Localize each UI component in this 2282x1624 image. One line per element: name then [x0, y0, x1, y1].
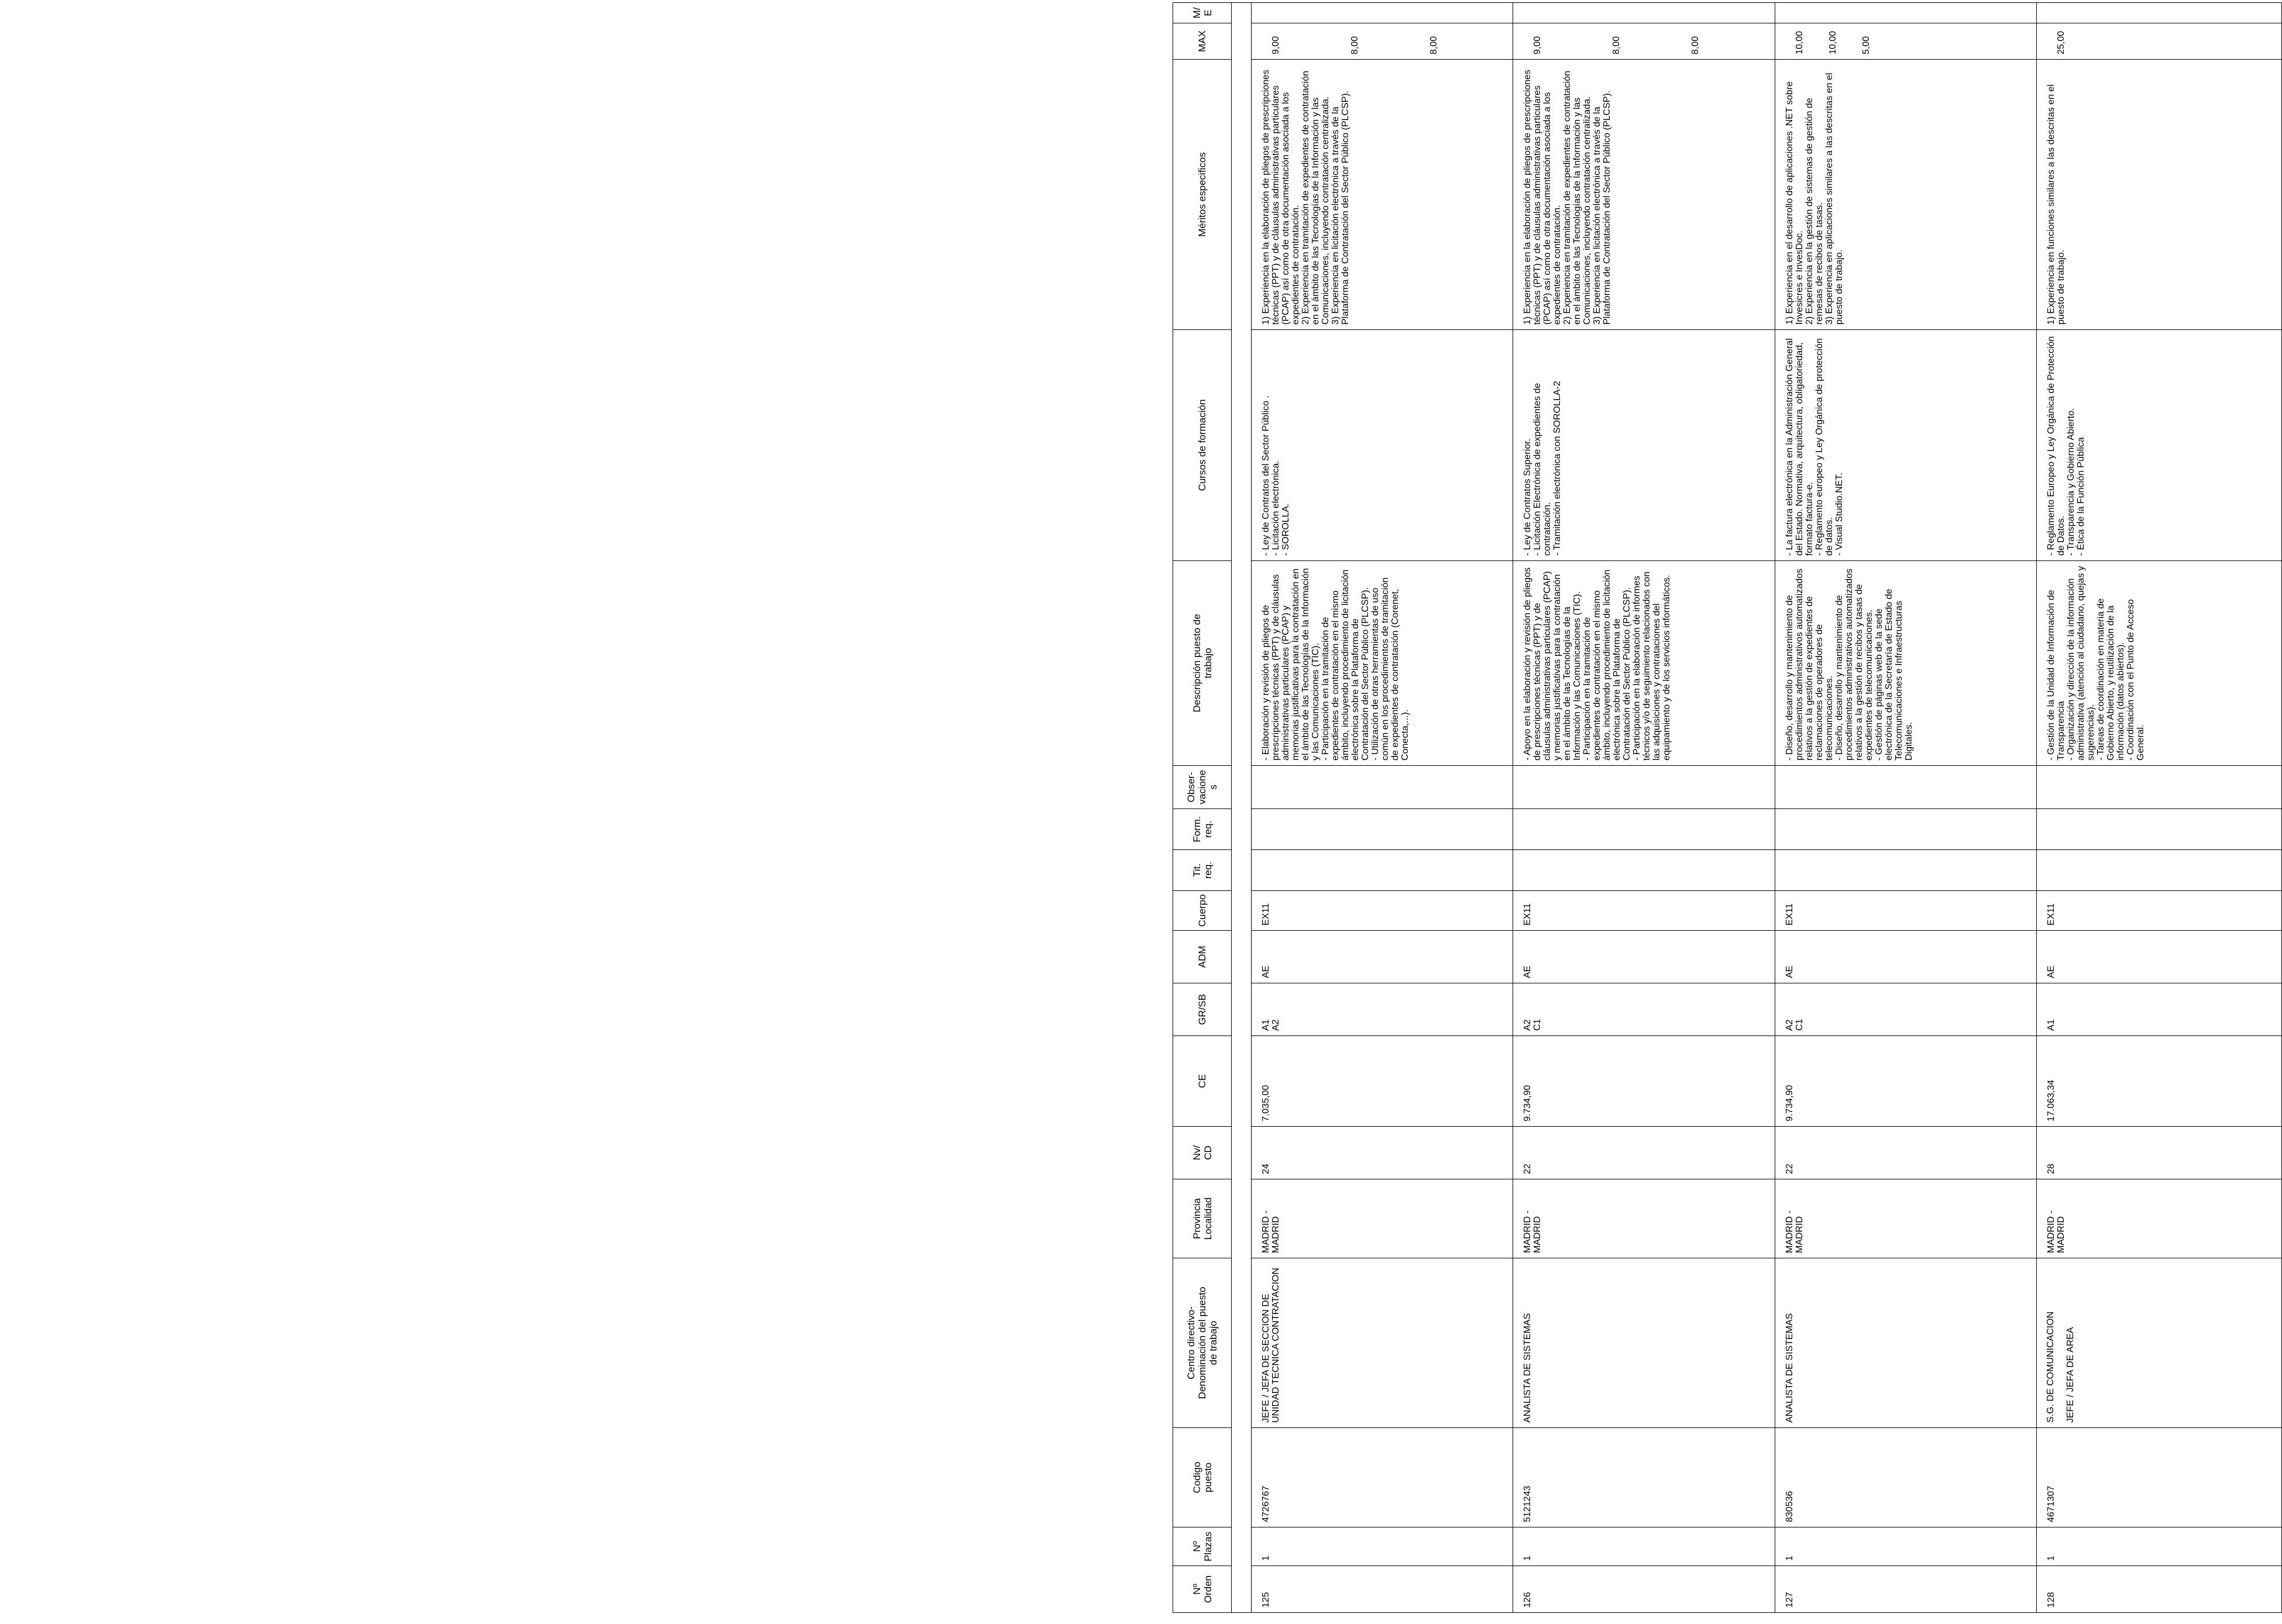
cell-me — [2037, 3, 2282, 23]
cell-formacion — [1251, 809, 1513, 850]
cell-grupo: A2 C1 — [1775, 983, 2036, 1036]
table-header-row — [1173, 3, 1232, 1613]
cell-provincia: MADRID - MADRID — [1251, 1179, 1513, 1258]
cell-grupo: A2 C1 — [1513, 983, 1775, 1036]
cell-plazas: 1 — [1251, 1527, 1513, 1566]
max-value: 10,00 — [1794, 30, 1805, 54]
cell-me — [1251, 3, 1513, 23]
cell-adm: AE — [1775, 931, 2036, 983]
cell-centro: ANALISTA DE SISTEMAS — [1775, 1258, 2036, 1428]
cell-orden: 127 — [1775, 1566, 2036, 1613]
cell-plazas: 1 — [1513, 1527, 1775, 1566]
table-row — [1513, 3, 1775, 1613]
cell-centro: JEFE / JEFA DE SECCION DE UNIDAD TECNICA CONTRATACION — [1251, 1258, 1513, 1428]
cell-titulacion — [1251, 850, 1513, 891]
cell-meritos: 1) Experiencia en el desarrollo de aplicaciones .NET sobre Invesicres e InvesDoc. 2) Experiencia en la gestión de sistemas de gestión de remesas de recibos de tasas. 3) Experiencia en aplicaciones similares a las descritas en el puesto de trabajo. — [1775, 60, 2036, 330]
cell-adm: AE — [1251, 931, 1513, 983]
max-value: 8,00 — [1611, 36, 1622, 54]
cell-titulacion — [1513, 850, 1775, 891]
cell-centro: ANALISTA DE SISTEMAS — [1513, 1258, 1775, 1428]
header-plazas: Nº Plazas — [1173, 1527, 1232, 1566]
header-centro: Centro directivo- Denominación del puesto de trabajo — [1173, 1258, 1232, 1428]
header-cursos: Cursos de formación — [1173, 330, 1232, 561]
cell-descripcion: - Gestión de la Unidad de Información de Transparencia - Organización y dirección de la información administrativa (atención al ciudadano, quejas y sugerencias). - Tareas de coordinación en materia de Gobierno Abierto, y reutilización de la información (datos abiertos). - Coordinación con el Punto de Acceso General. — [2037, 561, 2282, 766]
cell-cuerpo: EX11 — [1513, 891, 1775, 931]
cell-cursos: - Ley de Contratos Superior. - Licitación Electrónica de expedientes de contratación. - Tramitación electrónica con SOROLLA-2 — [1513, 330, 1775, 561]
cell-adm: AE — [2037, 931, 2282, 983]
cell-max — [1251, 23, 1513, 60]
max-value: 5,00 — [1861, 36, 1871, 54]
max-value: 10,00 — [1827, 30, 1838, 54]
cell-cursos: - Reglamento Europeo y Ley Orgánica de Protección de Datos. - Transparencia y Gobierno Abierto. - Ética de la Función Pública — [2037, 330, 2282, 561]
cell-formacion — [2037, 809, 2282, 850]
cell-codigo: 830536 — [1775, 1428, 2036, 1527]
max-value: 25,00 — [2056, 30, 2067, 54]
cell-observaciones — [1251, 766, 1513, 809]
job-positions-table — [1173, 2, 2282, 1613]
max-value: 9,00 — [1270, 36, 1281, 54]
cell-cuerpo: EX11 — [1775, 891, 2036, 931]
header-descripcion: Descripción puesto de trabajo — [1173, 561, 1232, 766]
header-titulacion: Tit. req. — [1173, 850, 1232, 891]
cell-observaciones — [1513, 766, 1775, 809]
header-nivel: Nv/ CD — [1173, 1127, 1232, 1179]
cell-max — [2037, 23, 2282, 60]
header-codigo: Codigo puesto — [1173, 1428, 1232, 1527]
cell-provincia: MADRID - MADRID — [2037, 1179, 2282, 1258]
header-formacion: Form. req. — [1173, 809, 1232, 850]
header-cuerpo: Cuerpo — [1173, 891, 1232, 931]
cell-grupo: A1 A2 — [1251, 983, 1513, 1036]
cell-titulacion — [2037, 850, 2282, 891]
cell-codigo: 4671307 — [2037, 1428, 2282, 1527]
header-observaciones: Obser- vaciones — [1173, 766, 1232, 809]
cell-provincia: MADRID - MADRID — [1513, 1179, 1775, 1258]
cell-cursos: - La factura electrónica en la Administración General del Estado. Normativa, arquitectura, obligatoriedad, formato factura-e. - Reglamento europeo y Ley Orgánica de protección de datos. - Visual Studio.NET. — [1775, 330, 2036, 561]
header-meritos: Méritos especificos — [1173, 60, 1232, 330]
centro-directivo: S.G. DE COMUNICACION — [2046, 1311, 2056, 1423]
cell-ce: 7.035,00 — [1251, 1036, 1513, 1127]
header-max: MAX — [1173, 23, 1232, 60]
cell-me — [1513, 3, 1775, 23]
spacer-row — [1232, 3, 1252, 1613]
centro-puesto: JEFE / JEFA DE AREA — [2066, 1327, 2076, 1423]
cell-formacion — [1775, 809, 2036, 850]
cell-ce: 17.063,34 — [2037, 1036, 2282, 1127]
cell-orden: 125 — [1251, 1566, 1513, 1613]
spacer-cell — [1232, 3, 1252, 1613]
header-adm: ADM — [1173, 931, 1232, 983]
max-value: 8,00 — [1690, 36, 1701, 54]
cell-observaciones — [2037, 766, 2282, 809]
cell-grupo: A1 — [2037, 983, 2282, 1036]
cell-ce: 9.734,90 — [1775, 1036, 2036, 1127]
cell-cuerpo: EX11 — [1251, 891, 1513, 931]
header-orden: Nº Orden — [1173, 1566, 1232, 1613]
header-provincia: Provincia Localidad — [1173, 1179, 1232, 1258]
max-value: 8,00 — [1428, 36, 1439, 54]
cell-plazas: 1 — [2037, 1527, 2282, 1566]
max-value: 9,00 — [1532, 36, 1543, 54]
header-grupo: GR/SB — [1173, 983, 1232, 1036]
cell-descripcion: - Elaboración y revisión de pliegos de prescripciones técnicas (PPT) y de cláusulas administrativas particulares (PCAP) y memorias justificativas para la contratación en el ámbito de las Tecnologías de la Información y las Comunicaciones (TIC). - Participación en la tramitación de expedientes de contratación en el mismo ámbito, incluyendo procedimiento de licitación electrónica sobre la Plataforma de Contratación del Sector Público (PLCSP). - Utilización de otras herramientas de uso común en los procedimientos de tramitación de expedientes de contratación (Corenet, Conecta,...). — [1251, 561, 1513, 766]
cell-titulacion — [1775, 850, 2036, 891]
cell-meritos: 1) Experiencia en la elaboración de pliegos de prescripciones técnicas (PPT) y de cláusulas administrativas particulares (PCAP) así como de otra documentación asociada a los expedientes de contratación. 2) Experiencia en tramitación de expedientes de contratación en el ámbito de las Tecnologías de la Información y las Comunicaciones, incluyendo contratación centralizada. 3) Experiencia en licitación electrónica a través de la Plataforma de Contratación del Sector Público (PLCSP). — [1513, 60, 1775, 330]
table-row — [2037, 3, 2282, 1613]
cell-ce: 9.734,90 — [1513, 1036, 1775, 1127]
cell-nivel: 22 — [1775, 1127, 2036, 1179]
max-value: 8,00 — [1349, 36, 1360, 54]
cell-centro — [2037, 1258, 2282, 1428]
table-row — [1775, 3, 2036, 1613]
cell-provincia: MADRID - MADRID — [1775, 1179, 2036, 1258]
cell-descripcion: - Diseño, desarrollo y mantenimiento de procedimientos administrativos automatizados relativos a la gestión de expedientes de reclamaciones de operadores de telecomunicaciones. - Diseño, desarrollo y mantenimiento de procedimientos administrativos automatizados relativos a la gestión de recibos y tasas de expedientes de telecomunicaciones. - Gestión de páginas web de la sede electrónica de la Secretaría de Estado de Telecomunicaciones e Infraestructuras Digitales. — [1775, 561, 2036, 766]
cell-descripcion: - Apoyo en la elaboración y revisión de pliegos de prescripciones técnicas (PPT) y de cláusulas administrativas particulares (PCAP) y memorias justificativas para la contratación en el ámbito de las Tecnologías de la Información y las Comunicaciones (TIC). - Participación en la tramitación de expedientes de contratación en el mismo ámbito, incluyendo procedimiento de licitación electrónica sobre la Plataforma de Contratación del Sector Público (PLCSP). - Participación en la elaboración de informes técnicos y/o de seguimiento relacionados con las adquisiciones y contrataciones del equipamiento y de los servicios informáticos. — [1513, 561, 1775, 766]
cell-adm: AE — [1513, 931, 1775, 983]
cell-meritos: 1) Experiencia en funciones similares a las descritas en el puesto de trabajo. — [2037, 60, 2282, 330]
cell-nivel: 24 — [1251, 1127, 1513, 1179]
cell-me — [1775, 3, 2036, 23]
cell-orden: 126 — [1513, 1566, 1775, 1613]
cell-cursos: - Ley de Contratos del Sector Público . - Licitación electrónica. - SOROLLA. — [1251, 330, 1513, 561]
header-ce: CE — [1173, 1036, 1232, 1127]
cell-plazas: 1 — [1775, 1527, 2036, 1566]
cell-codigo: 5121243 — [1513, 1428, 1775, 1527]
cell-cuerpo: EX11 — [2037, 891, 2282, 931]
cell-orden: 128 — [2037, 1566, 2282, 1613]
header-me: M/E — [1173, 3, 1232, 23]
cell-max — [1775, 23, 2036, 60]
rotated-table-wrapper — [1173, 7, 2282, 1613]
cell-nivel: 22 — [1513, 1127, 1775, 1179]
cell-codigo: 4726767 — [1251, 1428, 1513, 1527]
cell-observaciones — [1775, 766, 2036, 809]
cell-meritos: 1) Experiencia en la elaboración de pliegos de prescripciones técnicas (PPT) y de cláusulas administrativas particulares (PCAP) así como de otra documentación asociada a los expedientes de contratación. 2) Experiencia en tramitación de expedientes de contratación en el ámbito de las Tecnologías de la Información y las Comunicaciones, incluyendo contratación centralizada. 3) Experiencia en licitación electrónica a través de la Plataforma de Contratación del Sector Público (PLCSP). — [1251, 60, 1513, 330]
cell-formacion — [1513, 809, 1775, 850]
table-row — [1251, 3, 1513, 1613]
cell-nivel: 28 — [2037, 1127, 2282, 1179]
cell-max — [1513, 23, 1775, 60]
